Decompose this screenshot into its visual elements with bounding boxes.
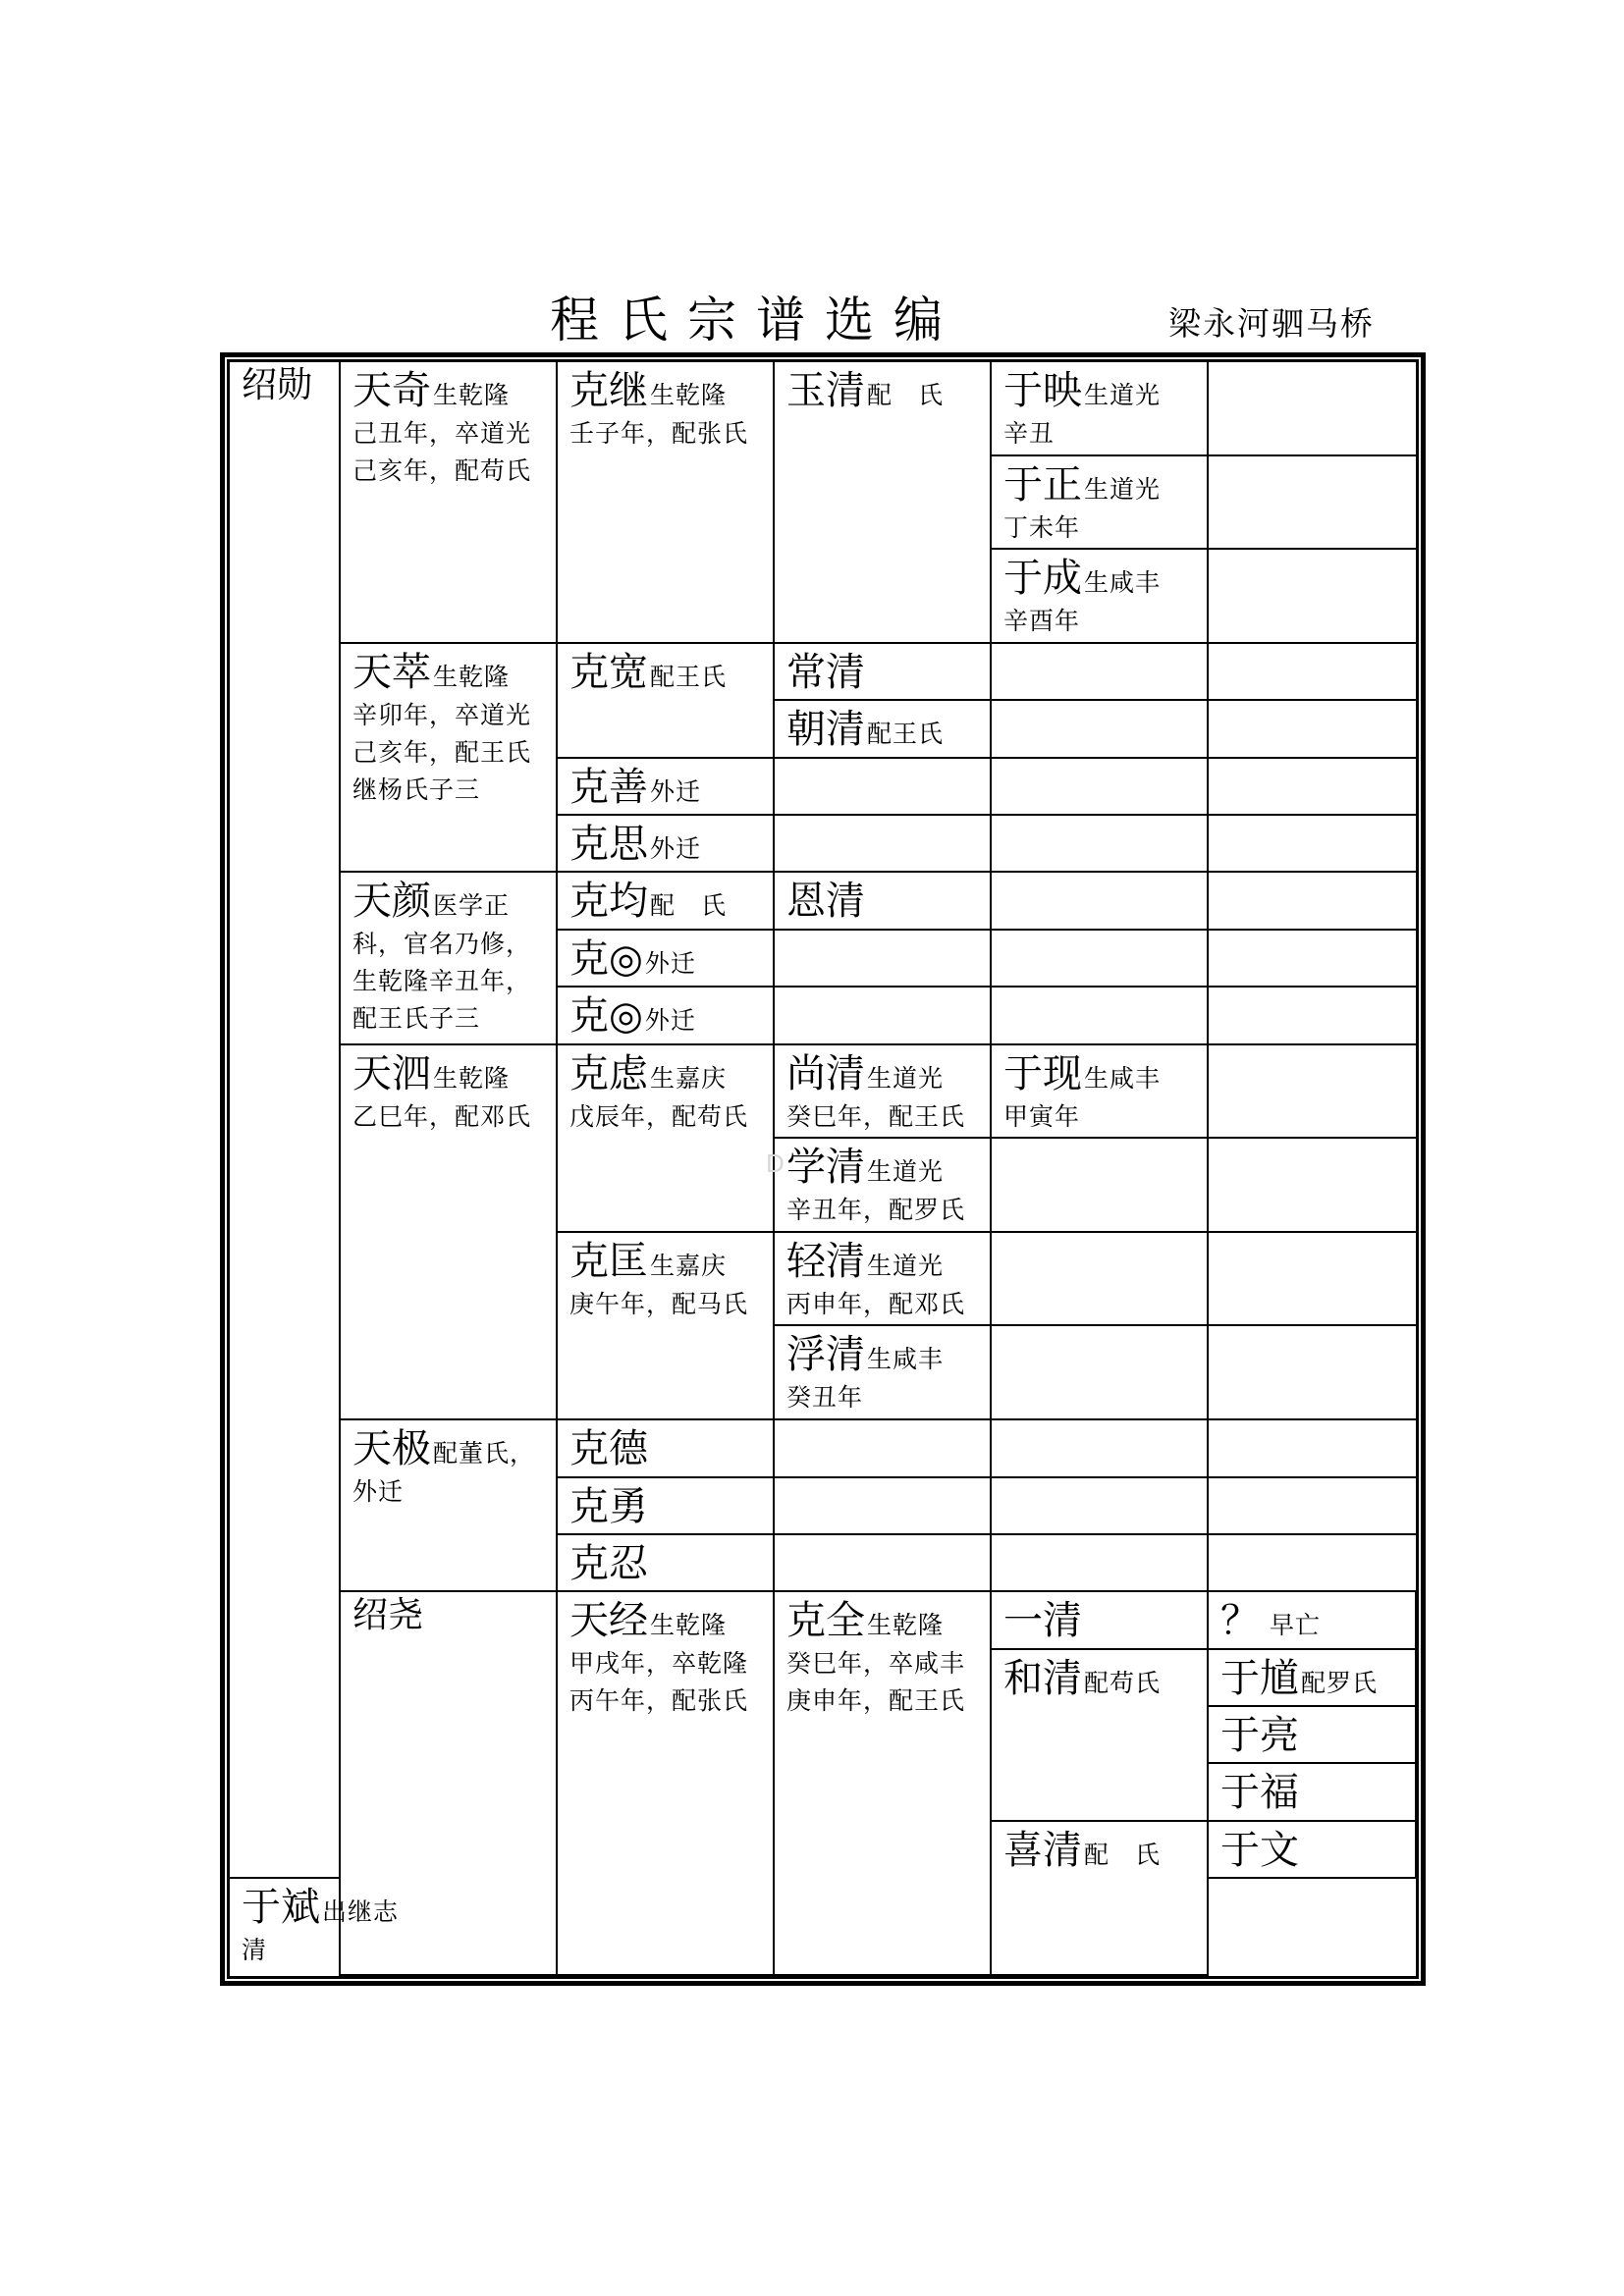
- person-name: 喜清: [1003, 1827, 1082, 1873]
- person-cell: [557, 930, 774, 987]
- person-cell: [1208, 1706, 1416, 1763]
- person-note: 生咸丰: [1084, 568, 1162, 598]
- person-name: 克德: [569, 1426, 648, 1472]
- person-note: 外迁: [644, 948, 696, 978]
- person-note: 生乾隆: [650, 1611, 728, 1640]
- person-cell: [557, 987, 774, 1043]
- person-note: 生乾隆: [433, 1063, 511, 1093]
- empty-cell: [774, 1419, 991, 1476]
- person-line: 癸巳年，卒咸丰: [786, 1649, 966, 1679]
- person-name: 恩清: [786, 879, 865, 925]
- person-cell: [991, 1649, 1208, 1821]
- empty-cell: [991, 758, 1208, 815]
- person-line: 科，官名乃修，: [352, 930, 532, 959]
- person-line: 继杨氏子三: [352, 774, 481, 804]
- person-note: 配 氏: [1084, 1840, 1162, 1869]
- person-note: 生道光: [1084, 381, 1162, 409]
- empty-cell: [1208, 362, 1416, 455]
- person-cell: [557, 872, 774, 929]
- person-note: 生乾隆: [433, 381, 511, 409]
- person-cell: [774, 1325, 991, 1419]
- person-cell: [230, 1878, 400, 1975]
- person-cell: [557, 643, 774, 758]
- person-name: 于亮: [1220, 1713, 1299, 1759]
- person-note: 生咸丰: [1084, 1063, 1162, 1093]
- person-note: 生道光: [867, 1063, 945, 1093]
- person-line: 己丑年，卒道光: [352, 419, 532, 448]
- empty-cell: [1208, 758, 1416, 815]
- branch-name: 绍尧: [340, 1591, 557, 1975]
- empty-cell: [1208, 1878, 1416, 1975]
- empty-cell: [991, 643, 1208, 700]
- person-name: 轻清: [786, 1238, 865, 1284]
- person-line: 癸巳年，配王氏: [786, 1101, 966, 1131]
- empty-cell: [991, 930, 1208, 987]
- person-line: 辛丑年，配罗氏: [786, 1196, 966, 1225]
- watermark: D: [766, 1148, 786, 1178]
- branch-name: 绍勋: [230, 362, 340, 1878]
- person-cell: [991, 362, 1208, 455]
- empty-cell: [1208, 815, 1416, 872]
- person-line: 庚午年，配马氏: [569, 1289, 749, 1318]
- empty-cell: [991, 815, 1208, 872]
- empty-cell: [991, 1419, 1208, 1476]
- person-name: 克忍: [569, 1540, 648, 1586]
- empty-cell: [1208, 872, 1416, 929]
- person-cell: [991, 549, 1208, 643]
- person-cell: [557, 1232, 774, 1419]
- person-name: 一清: [1003, 1598, 1082, 1644]
- person-cell: [991, 1591, 1208, 1648]
- person-cell: [557, 815, 774, 872]
- person-cell: [991, 455, 1208, 550]
- person-cell: [774, 872, 991, 929]
- person-name: 克全: [786, 1598, 865, 1644]
- person-cell: [557, 758, 774, 815]
- person-name: 于福: [1220, 1770, 1299, 1816]
- person-note: 外迁: [650, 776, 702, 806]
- person-note: 生道光: [867, 1157, 945, 1187]
- empty-cell: [1208, 1232, 1416, 1326]
- person-name: 天奇: [352, 368, 431, 413]
- person-cell: [1208, 1591, 1416, 1648]
- empty-cell: [774, 1534, 991, 1591]
- person-name: 天萃: [352, 649, 431, 695]
- empty-cell: [991, 987, 1208, 1043]
- empty-cell: [774, 758, 991, 815]
- person-cell: [340, 872, 557, 1043]
- person-cell: [1208, 1821, 1416, 1878]
- person-line: 辛丑: [1003, 419, 1056, 448]
- person-line: 戊辰年，配苟氏: [569, 1101, 749, 1131]
- person-name: 于馗: [1220, 1655, 1299, 1701]
- person-line: 乙巳年，配邓氏: [352, 1101, 532, 1131]
- person-cell: [557, 1534, 774, 1591]
- person-cell: [340, 1419, 557, 1591]
- person-name: 克匡: [569, 1238, 648, 1284]
- person-name: 克思: [569, 822, 648, 868]
- person-note: 配王氏: [650, 662, 728, 691]
- person-note: 生乾隆: [867, 1611, 945, 1640]
- person-note: 早亡: [1270, 1611, 1322, 1640]
- person-note: 外迁: [644, 1006, 696, 1036]
- empty-cell: [1208, 549, 1416, 643]
- empty-cell: [1208, 1138, 1416, 1232]
- person-line: 辛酉年: [1003, 607, 1081, 636]
- person-line: 外迁: [352, 1477, 405, 1507]
- person-name: 天颜: [352, 879, 431, 925]
- empty-cell: [1208, 987, 1416, 1043]
- empty-cell: [1208, 1477, 1416, 1534]
- person-cell: [340, 362, 557, 643]
- empty-cell: [774, 930, 991, 987]
- person-line: 壬子年，配张氏: [569, 419, 749, 448]
- page-subtitle: 梁永河驷马桥: [1168, 304, 1375, 343]
- person-name: 天泗: [352, 1050, 431, 1096]
- person-line: 甲寅年: [1003, 1101, 1081, 1131]
- person-name: 朝清: [786, 707, 865, 753]
- person-note: 出继志: [322, 1897, 400, 1927]
- empty-cell: [1208, 1534, 1416, 1591]
- person-line: 生乾隆辛丑年，: [352, 967, 532, 996]
- person-name: 克善: [569, 764, 648, 810]
- empty-cell: [1208, 455, 1416, 550]
- person-name: 克◎: [569, 935, 643, 982]
- person-cell: [774, 1232, 991, 1326]
- person-name: 天极: [352, 1426, 431, 1472]
- person-line: 丙午年，配张氏: [569, 1686, 749, 1716]
- empty-cell: [991, 700, 1208, 757]
- person-name: 于成: [1003, 556, 1082, 602]
- person-line: 配王氏子三: [352, 1004, 481, 1034]
- person-cell: [774, 362, 991, 643]
- empty-cell: [1208, 1325, 1416, 1419]
- person-note: 配 氏: [650, 891, 728, 921]
- empty-cell: [991, 1232, 1208, 1326]
- empty-cell: [1208, 1044, 1416, 1139]
- person-cell: [557, 362, 774, 643]
- person-note: 外迁: [650, 834, 702, 864]
- empty-cell: [991, 1325, 1208, 1419]
- person-cell: [991, 1821, 1208, 1975]
- person-note: 医学正: [433, 891, 511, 921]
- person-name: 于正: [1003, 461, 1082, 507]
- person-note: 配罗氏: [1301, 1668, 1379, 1697]
- person-note: 生乾隆: [433, 662, 511, 691]
- empty-cell: [991, 872, 1208, 929]
- empty-cell: [774, 1477, 991, 1534]
- person-name: 尚清: [786, 1050, 865, 1096]
- empty-cell: [991, 1477, 1208, 1534]
- person-cell: [774, 643, 991, 700]
- person-note: 配苟氏: [1084, 1668, 1162, 1697]
- person-line: 清: [242, 1936, 268, 1965]
- empty-cell: [1208, 930, 1416, 987]
- person-note: 配王氏: [867, 720, 945, 749]
- person-name: 克◎: [569, 993, 643, 1040]
- person-line: 丙申年，配邓氏: [786, 1289, 966, 1318]
- empty-cell: [991, 1534, 1208, 1591]
- person-name: 天经: [569, 1598, 648, 1644]
- person-name: 克虑: [569, 1050, 648, 1096]
- person-cell: [991, 1044, 1208, 1139]
- person-cell: [340, 1044, 557, 1420]
- person-name: 克均: [569, 879, 648, 925]
- empty-cell: [774, 987, 991, 1043]
- person-note: 生乾隆: [650, 381, 728, 409]
- person-name: 浮清: [786, 1332, 865, 1378]
- person-cell: [774, 1044, 991, 1139]
- person-name: 常清: [786, 649, 865, 695]
- person-name: 于文: [1220, 1827, 1299, 1873]
- empty-cell: [1208, 643, 1416, 700]
- person-name: 学清: [786, 1145, 865, 1191]
- person-name: 和清: [1003, 1655, 1082, 1701]
- person-note: 生道光: [1084, 474, 1162, 504]
- person-cell: [557, 1419, 774, 1476]
- person-note: 配 氏: [867, 381, 945, 409]
- person-name: ？: [1220, 1598, 1260, 1644]
- person-line: 庚申年，配王氏: [786, 1686, 966, 1716]
- empty-cell: [1208, 1419, 1416, 1476]
- person-note: 生嘉庆: [650, 1251, 728, 1280]
- person-name: 克宽: [569, 649, 648, 695]
- person-name: 克勇: [569, 1483, 648, 1529]
- person-line: 丁未年: [1003, 512, 1081, 542]
- person-note: 生道光: [867, 1251, 945, 1280]
- person-cell: [340, 643, 557, 873]
- person-name: 于现: [1003, 1050, 1082, 1096]
- empty-cell: [774, 815, 991, 872]
- person-name: 于映: [1003, 368, 1082, 413]
- person-cell: [774, 1591, 991, 1975]
- empty-cell: [991, 1138, 1208, 1232]
- person-note: 生咸丰: [867, 1345, 945, 1374]
- person-cell: [774, 700, 991, 757]
- person-line: 己亥年，配苟氏: [352, 456, 532, 485]
- genealogy-table: [230, 362, 1416, 1976]
- person-cell: [774, 1138, 991, 1232]
- empty-cell: [1208, 700, 1416, 757]
- person-cell: [557, 1044, 774, 1232]
- person-cell: [1208, 1763, 1416, 1820]
- person-line: 己亥年，配王氏: [352, 737, 532, 767]
- person-cell: [557, 1591, 774, 1975]
- person-cell: [557, 1477, 774, 1534]
- person-line: 甲戌年，卒乾隆: [569, 1649, 749, 1679]
- person-cell: [1208, 1649, 1416, 1706]
- person-name: 于斌: [242, 1885, 320, 1931]
- person-name: 玉清: [786, 368, 865, 413]
- person-note: 生嘉庆: [650, 1063, 728, 1093]
- person-note: 配董氏，: [433, 1439, 536, 1468]
- page-title: 程氏宗谱选编: [550, 292, 962, 348]
- person-name: 克继: [569, 368, 648, 413]
- person-line: 辛卯年，卒道光: [352, 700, 532, 729]
- person-line: 癸丑年: [786, 1383, 864, 1413]
